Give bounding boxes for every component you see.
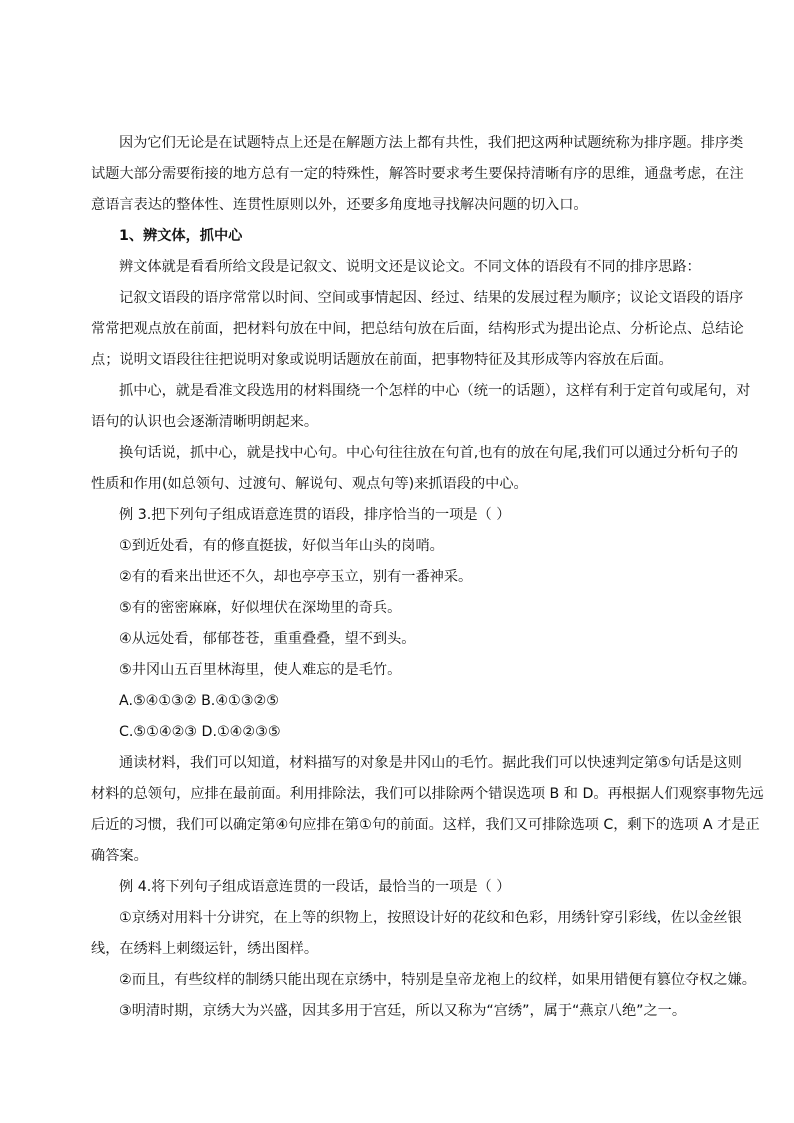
answer-options: C.⑤①④②③ D.①④②③⑤ [119,724,281,740]
sentence-item: ②有的看来出世还不久，却也亭亭玉立，别有一番神采。 [119,569,473,585]
paragraph-line: 常常把观点放在前面，把材料句放在中间，把总结句放在后面，结构形式为提出论点、分析论点、总结论 [91,321,744,337]
sentence-item: ④从远处看，郁郁苍苍，重重叠叠，望不到头。 [119,631,416,647]
paragraph-line: 辨文体就是看看所给文段是记叙文、说明文还是议论文。不同文体的语段有不同的排序思路： [119,259,701,275]
paragraph-line: 抓中心，就是看准文段选用的材料围绕一个怎样的中心（统一的话题），这样有利于定首句或尾句，对 [119,383,751,399]
paragraph-line: 因为它们无论是在试题特点上还是在解题方法上都有共性，我们把这两种试题统称为排序题。排序类 [119,135,744,151]
example-question: 例 3.把下列句子组成语意连贯的语段，排序恰当的一项是（ ） [119,507,511,523]
paragraph-line: 试题大部分需要衔接的地方总有一定的特殊性，解答时要求考生要保持清晰有序的思维，通盘考虑，在注 [91,166,744,182]
sentence-item: ③明清时期，京绣大为兴盛，因其多用于宫廷，所以又称为“宫绣”，属于“燕京八绝”之一。 [119,1003,687,1019]
paragraph-line: 通读材料，我们可以知道，材料描写的对象是井冈山的毛竹。据此我们可以快速判定第⑤句话是这则 [119,755,742,771]
section-heading: 1、辨文体，抓中心 [119,228,243,244]
sentence-item: 线，在绣料上刺缀运针，绣出图样。 [91,941,319,957]
sentence-item: ⑤有的密密麻麻，好似埋伏在深坳里的奇兵。 [119,600,402,616]
paragraph-line: 确答案。 [91,848,148,864]
sentence-item: ①京绣对用料十分讲究，在上等的织物上，按照设计好的花纹和色彩，用绣针穿引彩线，佐以金丝银 [119,910,742,926]
answer-options: A.⑤④①③② B.④①③②⑤ [119,693,279,709]
paragraph-line: 材料的总领句，应排在最前面。利用排除法，我们可以排除两个错误选项 B 和 D。再根据人们观察事物先远 [91,786,764,802]
sentence-item: ①到近处看，有的修直挺拔，好似当年山头的岗哨。 [119,538,444,554]
paragraph-line: 后近的习惯，我们可以确定第④句应排在第①句的前面。这样，我们又可排除选项 C，剩下的选项 A 才是正 [91,817,760,833]
paragraph-line: 记叙文语段的语序常常以时间、空间或事情起因、经过、结果的发展过程为顺序；议论文语段的语序 [119,290,744,306]
sentence-item: ②而且，有些纹样的制绣只能出现在京绣中，特别是皇帝龙袍上的纹样，如果用错便有篡位夺权之嫌。 [119,972,756,988]
paragraph-line: 性质和作用(如总领句、过渡句、解说句、观点句等)来抓语段的中心。 [91,476,528,492]
paragraph-line: 点；说明文语段往往把说明对象或说明话题放在前面，把事物特征及其形成等内容放在后面。 [91,352,673,368]
sentence-item: ⑤井冈山五百里林海里，使人难忘的是毛竹。 [119,662,402,678]
paragraph-line: 意语言表达的整体性、连贯性原则以外，还要多角度地寻找解决问题的切入口。 [91,197,588,213]
example-question: 例 4.将下列句子组成语意连贯的一段话，最恰当的一项是（ ） [119,879,511,895]
paragraph-line: 语句的认识也会逐渐清晰明朗起来。 [91,414,319,430]
paragraph-line: 换句话说，抓中心，就是找中心句。中心句往往放在句首,也有的放在句尾,我们可以通过分析句子的 [119,445,739,461]
